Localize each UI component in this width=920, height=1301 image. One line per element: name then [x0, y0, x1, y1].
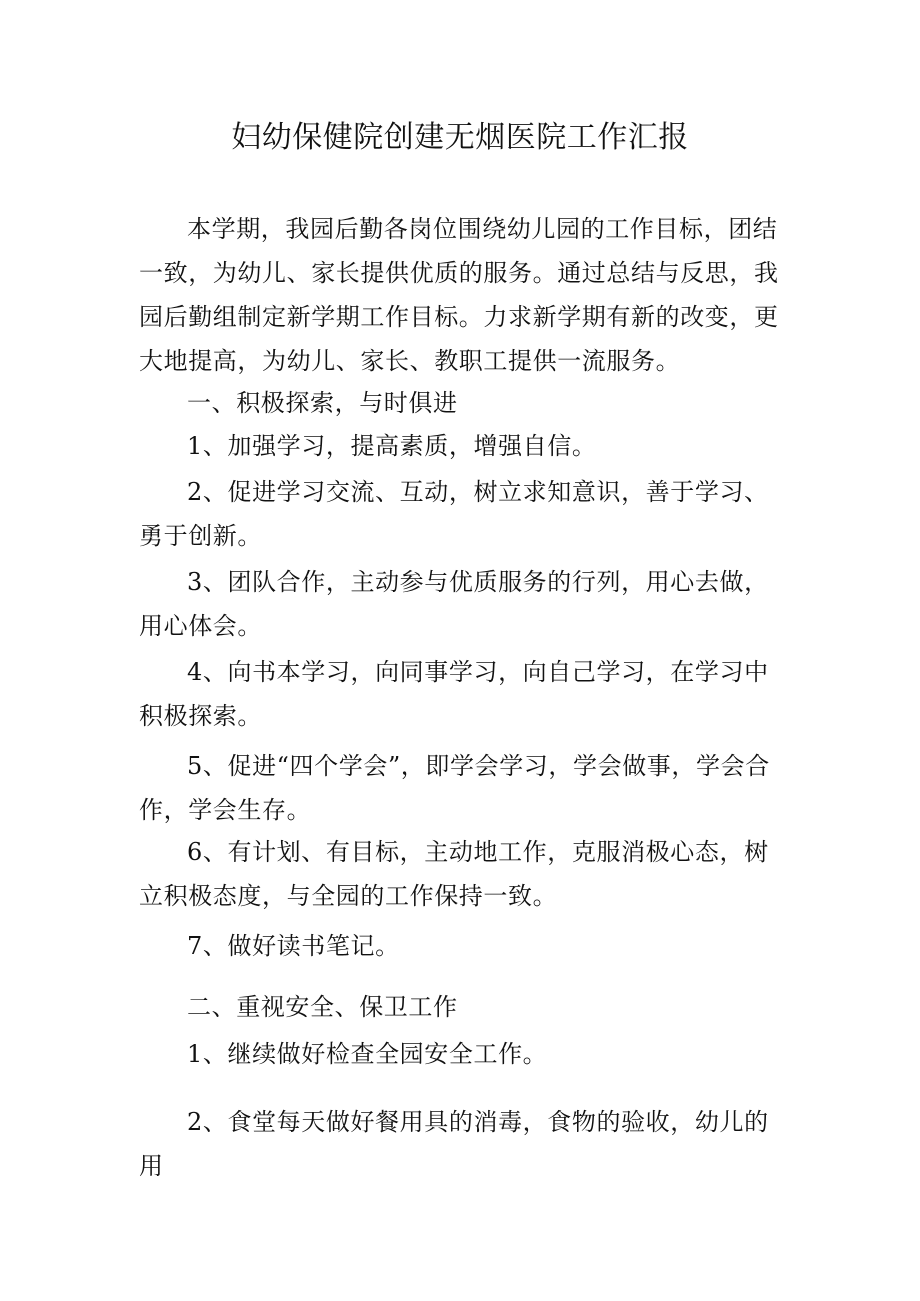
list-item-1-1: 1、加强学习，提高素质，增强自信。	[187, 432, 597, 460]
section-heading-2: 二、重视安全、保卫工作	[187, 993, 458, 1021]
list-item-1-3: 3、团队合作，主动参与优质服务的行列，用心去做，用心体会。	[139, 568, 769, 640]
section-heading-1: 一、积极探索，与时俱进	[187, 389, 458, 417]
intro-paragraph: 本学期，我园后勤各岗位围绕幼儿园的工作目标，团结一致，为幼儿、家长提供优质的服务。通过总结与反思，我园后勤组制定新学期工作目标。力求新学期有新的改变，更大地提高，为幼儿、家长、教职工提供一流服务。	[139, 215, 779, 375]
list-item-1-5: 5、促进“四个学会”，即学会学习，学会做事，学会合作，学会生存。	[139, 752, 770, 824]
list-item-2-2: 2、食堂每天做好餐用具的消毒，食物的验收，幼儿的用	[139, 1108, 769, 1180]
list-item-2-1: 1、继续做好检查全园安全工作。	[187, 1040, 548, 1068]
list-item-1-2: 2、促进学习交流、互动，树立求知意识，善于学习、勇于创新。	[139, 478, 769, 550]
list-item-1-6: 6、有计划、有目标，主动地工作，克服消极心态，树立积极态度，与全园的工作保持一致。	[139, 838, 769, 910]
document-title: 妇幼保健院创建无烟医院工作汇报	[231, 120, 689, 155]
list-item-1-7: 7、做好读书笔记。	[187, 932, 400, 960]
list-item-1-4: 4、向书本学习，向同事学习，向自己学习，在学习中积极探索。	[139, 658, 769, 730]
